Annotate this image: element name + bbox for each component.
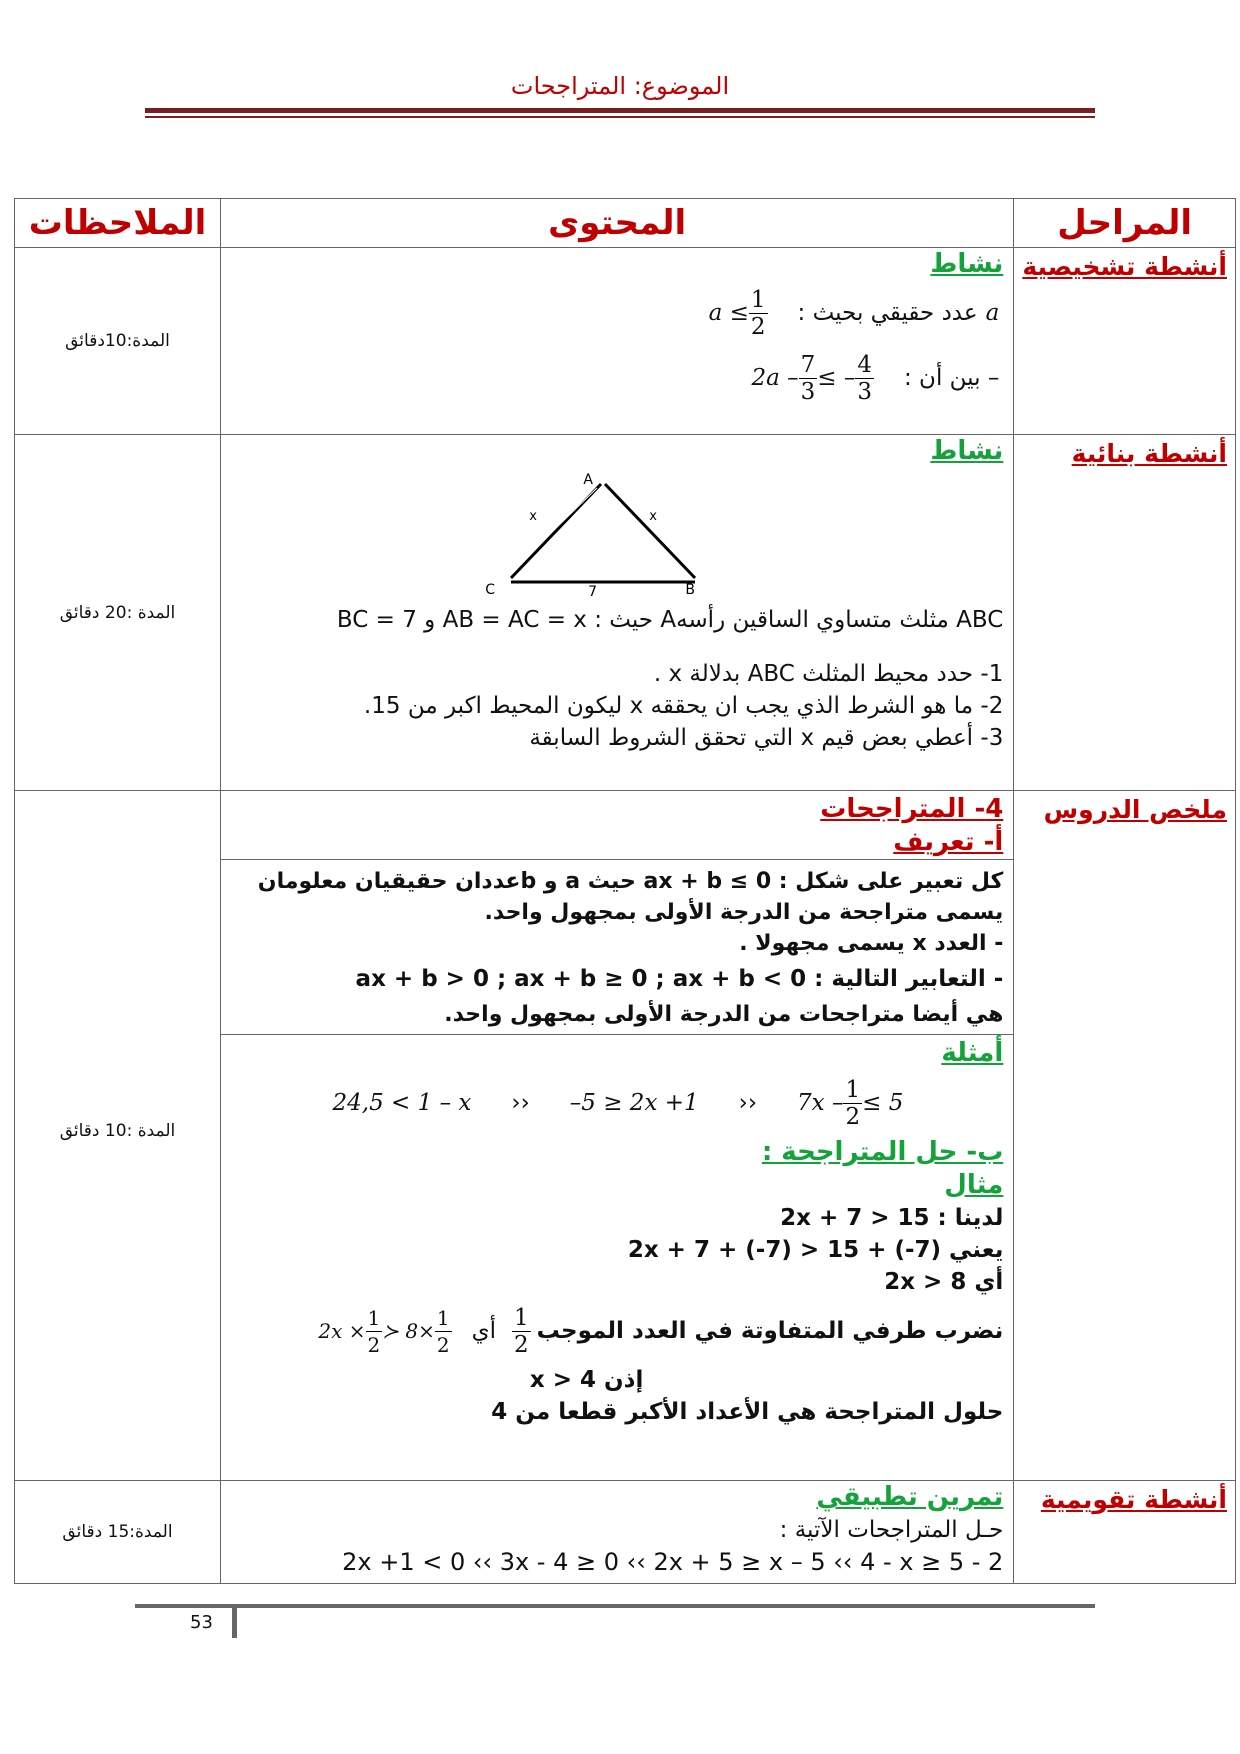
example-3: 24,5 < 1 – x: [332, 1090, 472, 1116]
definition-text: كل تعبير على شكل : ax + b ≤ 0 حيث a و bعددان حقيقيان معلومان يسمى متراجحة من الدرجة الأولى بمجهول واحد.: [257, 869, 1004, 925]
diagnostic-line1: a عدد حقيقي بحيث : a ≤ $\frac{1}{2}$: [708, 286, 1000, 340]
lesson-table: [14, 198, 1236, 1584]
solve-step-4: نضرب طرفي المتفاوتة في العدد الموجب $\frac{1}{2}$ أي 2x × $\frac{1}{2}$ ≻ 8× $\frac{1}{2}$: [318, 1304, 1004, 1358]
stage-cell: [1014, 435, 1236, 791]
page-number: 53: [190, 1612, 213, 1633]
examples-block: [221, 1034, 1013, 1428]
triangle-diagram: [481, 470, 721, 600]
notes-cell: المدة:10دقائق: [15, 248, 221, 435]
example-title: مثال: [944, 1170, 1004, 1200]
solve-step-1: لدينا : 2x + 7 > 15: [780, 1205, 1004, 1231]
stage-cell: [1014, 1481, 1236, 1584]
content-cell: [221, 435, 1014, 791]
solve-step-5: إذن x > 4: [529, 1367, 644, 1393]
footer-rule: [135, 1604, 1095, 1608]
examples-row: 7x – $\frac{1}{2}$ ≤ 5 ‹‹ –5 ≥ 2x +1 ‹‹ 24,5 < 1 – x: [332, 1076, 904, 1130]
vertex-A: A: [583, 472, 593, 488]
exercise-title: تمرين تطبيقي: [816, 1482, 1004, 1512]
header-content: المحتوى: [221, 199, 1014, 248]
vertex-C: C: [485, 582, 495, 598]
inequality-a: a ≤ $\frac{1}{2}$: [708, 286, 766, 340]
header-rule: [145, 108, 1095, 113]
content-cell: [221, 1481, 1014, 1584]
table-row-constructive: [15, 435, 1236, 791]
section-title: 4- المتراجحات: [820, 794, 1004, 824]
definition-conclusion: هي أيضا متراجحات من الدرجة الأولى بمجهول واحد.: [444, 1002, 1004, 1027]
header-rule-thin: [145, 116, 1095, 118]
table-header-row: [15, 199, 1236, 248]
footer-bar: [232, 1606, 237, 1638]
table-row-summary: [15, 791, 1236, 1481]
stage-cell: [1014, 248, 1236, 435]
activity-label: نشاط: [930, 436, 1004, 466]
stage-cell: [1014, 791, 1236, 1481]
definition-expressions: - التعابير التالية : ax + b > 0 ; ax + b ≥ 0 ; ax + b < 0: [355, 966, 1004, 992]
vertex-B: B: [685, 582, 695, 598]
stage-label: ملخص الدروس: [1043, 795, 1227, 824]
exercise-intro: حـل المتراجحات الآتية :: [779, 1517, 1004, 1543]
header-stages: المراحل: [1014, 199, 1236, 248]
triangle-figure: [231, 468, 1003, 608]
stage-label: أنشطة تقويمية: [1040, 1485, 1227, 1514]
question-2: 2- ما هو الشرط الذي يجب ان يحققه x ليكون المحيط اكبر من 15.: [363, 693, 1004, 719]
activity-label: نشاط: [930, 249, 1004, 279]
question-1: 1- حدد محيط المثلث ABC بدلالة x .: [653, 661, 1004, 687]
definition-unknown: - العدد x يسمى مجهولا .: [739, 931, 1004, 956]
example-1: 7x – $\frac{1}{2}$ ≤ 5: [797, 1076, 904, 1130]
table-row-evaluation: [15, 1481, 1236, 1584]
solve-title: ب- حل المتراجحة :: [761, 1137, 1004, 1167]
stage-label: أنشطة تشخيصية: [1022, 252, 1227, 281]
header-notes: الملاحظات: [15, 199, 221, 248]
solve-conclusion: حلول المتراجحة هي الأعداد الأكبر قطعا من 4: [491, 1399, 1004, 1425]
solve-step-2: يعني (7-) + 15 < (7-) + 7 + 2x: [627, 1237, 1004, 1263]
notes-cell: المدة :10 دقائق: [15, 791, 221, 1481]
base-label: 7: [588, 584, 597, 600]
page-header-title: الموضوع: المتراجحات: [510, 72, 730, 100]
solve-step-3: أي 2x > 8: [884, 1269, 1004, 1295]
examples-title: أمثلة: [941, 1038, 1004, 1068]
stage-label: أنشطة بنائية: [1071, 439, 1227, 468]
side-label-right: x: [649, 509, 657, 524]
question-3: 3- أعطي بعض قيم x التي تحقق الشروط السابقة: [529, 725, 1004, 751]
example-2: –5 ≥ 2x +1: [569, 1090, 699, 1116]
definition-block: [221, 859, 1013, 1034]
side-label-left: x: [529, 509, 537, 524]
notes-cell: المدة :20 دقائق: [15, 435, 221, 791]
content-cell: [221, 248, 1014, 435]
table-row-diagnostic: [15, 248, 1236, 435]
content-cell: [221, 791, 1014, 1481]
notes-cell: المدة:15 دقائق: [15, 1481, 221, 1584]
inequality-2a: 2a – $\frac{7}{3}$ ≤ – $\frac{4}{3}$: [751, 351, 872, 405]
diagnostic-line2: – بين أن : 2a – $\frac{7}{3}$ ≤ – $\frac{4}{3}$: [751, 351, 1000, 405]
triangle-description: ABC مثلث متساوي الساقين رأسهA حيث : AB = AC = x و BC = 7: [336, 607, 1004, 633]
exercise-inequalities: 2x +1 < 0 ‹‹ 3x - 4 ≥ 0 ‹‹ 2x + 5 ≥ x – 5 ‹‹ 4 - x ≥ 5 - 2: [342, 1548, 1004, 1576]
definition-title: أ- تعريف: [893, 827, 1004, 857]
